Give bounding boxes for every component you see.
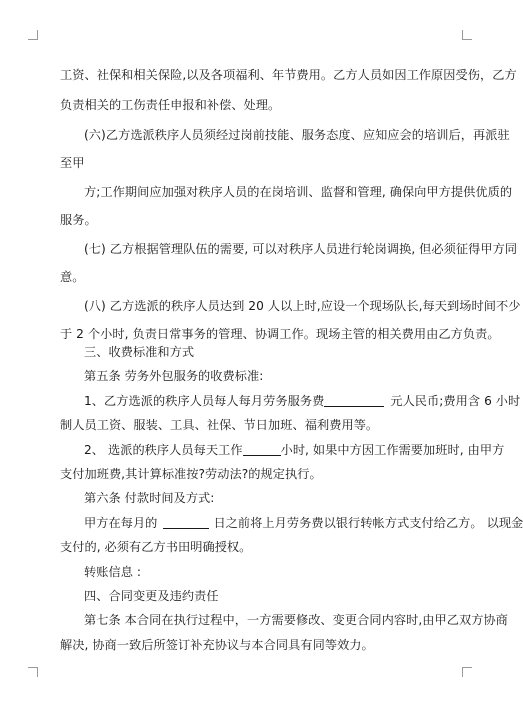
text-after-blank: 小时, 如果中方因工作需要加班时, 由甲方	[280, 443, 505, 457]
paragraph-line: (七) 乙方根据管理队伍的需要, 可以对秩序人员进行轮岗调换, 但必须征得甲方同	[84, 242, 518, 256]
fill-blank[interactable]	[163, 516, 209, 529]
bottom-right-crop-mark	[462, 667, 472, 677]
paragraph-line: (六)乙方选派秩序人员须经过岗前技能、服务态度、应知应会的培训后，再派驻	[84, 128, 510, 142]
paragraph-line: 制人员工资、服装、工具、社保、节日加班、福利费用等。	[60, 418, 379, 432]
text-before-blank: 1、乙方选派的秩序人员每人每月劳务服务费	[84, 394, 325, 408]
text-before-blank: 2、 选派的秩序人员每天工作	[84, 443, 243, 457]
paragraph-line: 至甲	[60, 156, 85, 170]
text-after-blank: 日之前将上月劳务费以银行转帐方式支付给乙方。 以现金	[213, 516, 523, 530]
paragraph-line-with-blank	[84, 515, 523, 531]
section-heading: 四、合同变更及违约责任	[84, 589, 219, 603]
paragraph-line: 意。	[60, 270, 85, 284]
paragraph-line: 解决, 协商一致后所签订补充协议与本合同具有同等效力。	[60, 638, 374, 652]
top-left-crop-mark	[28, 30, 38, 40]
paragraph-line-with-blank	[84, 442, 505, 458]
paragraph-line: 负责相关的工伤责任申报和补偿、处理。	[60, 98, 281, 112]
paragraph-line: 服务。	[60, 213, 97, 227]
fill-blank[interactable]	[243, 443, 281, 456]
text-after-blank: 元人民币;费用含 6 小时	[390, 394, 521, 408]
top-right-crop-mark	[462, 30, 472, 40]
article-heading: 第五条 劳务外包服务的收费标准:	[84, 369, 264, 383]
bottom-left-crop-mark	[28, 667, 38, 677]
paragraph-line: 支付加班费,其计算标准按?劳动法?的规定执行。	[60, 467, 322, 481]
paragraph-line: 工资、社保和相关保险,以及各项福利、年节费用。乙方人员如因工作原因受伤，乙方	[60, 68, 517, 82]
article-heading: 第六条 付款时间及方式:	[84, 491, 215, 505]
fill-blank[interactable]	[324, 394, 384, 407]
paragraph-line: 于 2 个小时, 负责日常事务的管理、协调工作。现场主管的相关费用由乙方负责。	[60, 327, 500, 341]
paragraph-line: 第七条 本合同在执行过程中，一方需要修改、变更合同内容时,由甲乙双方协商	[84, 613, 508, 627]
section-heading: 三、收费标准和方式	[84, 345, 195, 359]
transfer-info-label: 转账信息 :	[84, 565, 142, 579]
text-before-blank: 甲方在每月的	[84, 516, 158, 530]
paragraph-line: (八) 乙方选派的秩序人员达到 20 人以上时,应设一个现场队长,每天到场时间不少	[84, 299, 521, 313]
paragraph-line: 支付的, 必须有乙方书田明确授权。	[60, 540, 252, 554]
paragraph-line-with-blank	[84, 393, 521, 409]
paragraph-line: 方;工作期间应加强对秩序人员的在岗培训、监督和管理, 确保向甲方提供优质的	[84, 185, 513, 199]
